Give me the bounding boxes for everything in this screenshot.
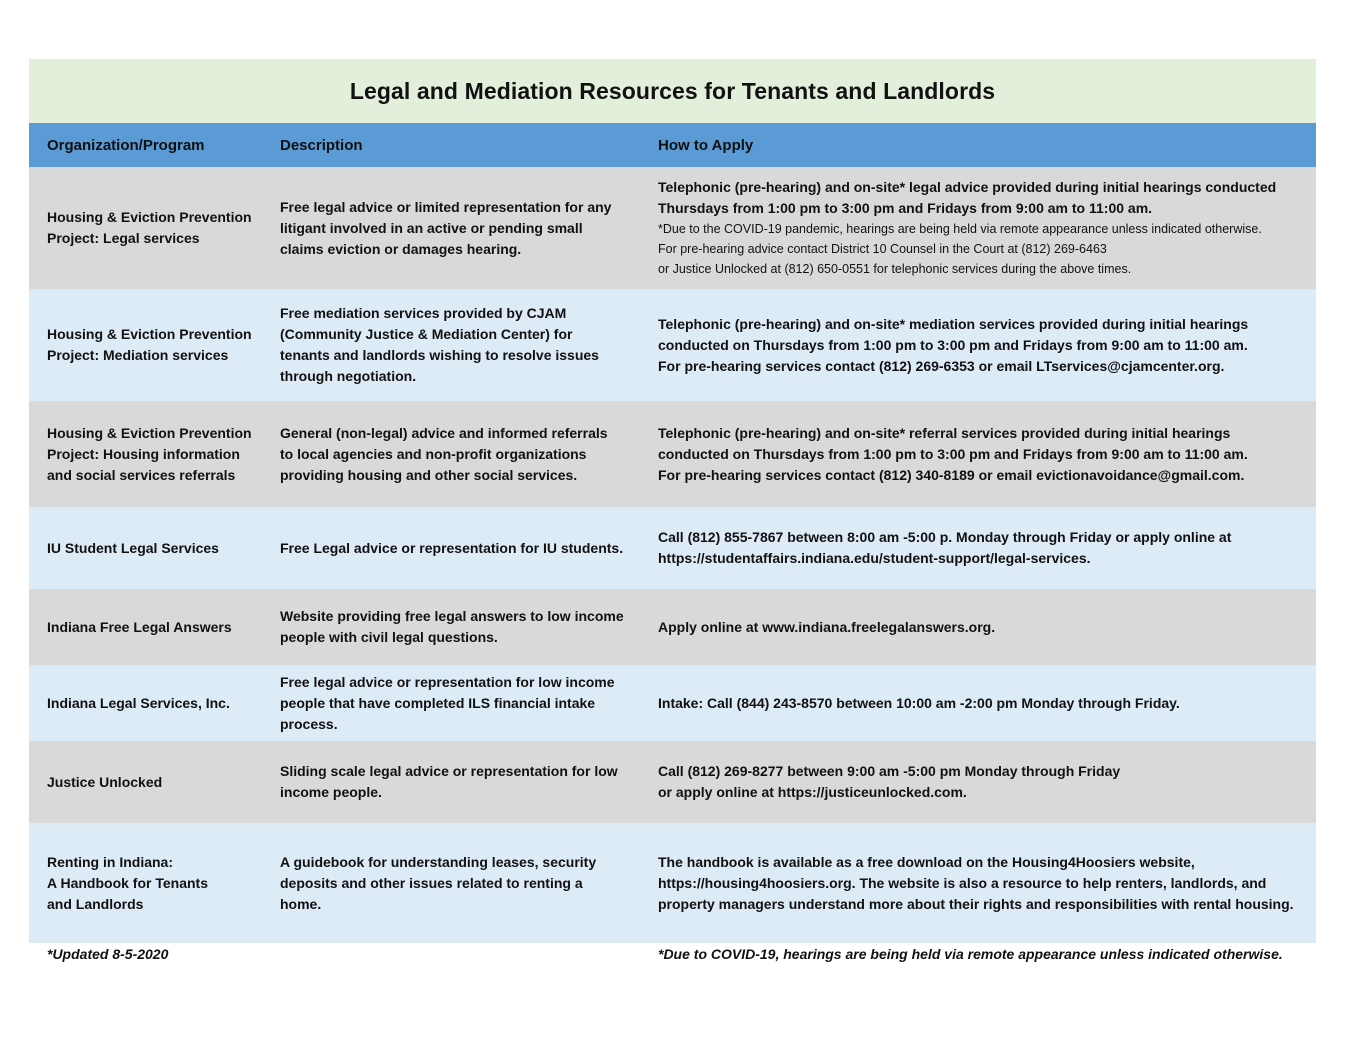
how-to-apply-cell-line: For pre-hearing services contact (812) 269-6353 or email LTservices@cjamcenter.org.	[658, 357, 1225, 374]
description-cell-line: tenants and landlords wishing to resolve issues	[280, 347, 599, 363]
table-row	[29, 823, 1316, 943]
description-cell-line: Website providing free legal answers to low income	[280, 608, 624, 624]
how-to-apply-cell-line: Thursdays from 1:00 pm to 3:00 pm and Fridays from 9:00 am to 11:00 am.	[658, 200, 1153, 216]
how-to-apply-cell-note-line: *Due to the COVID-19 pandemic, hearings are being held via remote appearance unless indicated otherwise.	[658, 222, 1262, 236]
header-description: Description	[280, 136, 363, 154]
organization-cell-line: Justice Unlocked	[47, 773, 163, 790]
resource-table	[29, 59, 1316, 943]
description-cell-line: Free Legal advice or representation for IU students.	[280, 539, 624, 556]
table-row	[29, 167, 1316, 289]
organization-cell-line: Project: Mediation services	[47, 347, 229, 363]
organization-cell-line: and Landlords	[47, 895, 144, 912]
description-cell-line: home.	[280, 895, 322, 912]
table-body	[29, 167, 1316, 943]
description-cell-line: process.	[280, 715, 338, 732]
how-to-apply-cell	[640, 693, 1316, 714]
description-cell-line: Sliding scale legal advice or representation for low	[280, 763, 618, 779]
table-row	[29, 665, 1316, 741]
organization-cell-line: Housing & Eviction Prevention	[47, 326, 252, 342]
table-row	[29, 401, 1316, 507]
organization-cell	[29, 538, 262, 559]
description-cell	[262, 672, 640, 735]
description-cell-line: A guidebook for understanding leases, security	[280, 853, 597, 870]
organization-cell-line: Housing & Eviction Prevention	[47, 424, 252, 441]
how-to-apply-cell	[640, 423, 1316, 486]
description-cell-line: income people.	[280, 784, 382, 800]
description-cell	[262, 606, 640, 648]
table-header	[29, 123, 1316, 167]
description-cell-line: litigant involved in an active or pending small	[280, 219, 583, 236]
how-to-apply-cell-line: Telephonic (pre-hearing) and on-site* mediation services provided during initial hearings	[658, 315, 1249, 332]
how-to-apply-cell-line: https://studentaffairs.indiana.edu/student-support/legal-services.	[658, 550, 1091, 566]
description-cell	[262, 852, 640, 915]
description-cell	[262, 423, 640, 486]
organization-cell-line: Project: Housing information	[47, 445, 240, 462]
organization-cell	[29, 852, 262, 915]
covid-note: *Due to COVID-19, hearings are being held via remote appearance unless indicated otherwise.	[658, 946, 1283, 962]
description-cell-line: claims eviction or damages hearing.	[280, 240, 522, 257]
organization-cell	[29, 324, 262, 366]
organization-cell-line: Project: Legal services	[47, 230, 200, 246]
description-cell-line: deposits and other issues related to renting a	[280, 874, 583, 891]
how-to-apply-cell-line: Intake: Call (844) 243-8570 between 10:00 am -2:00 pm Monday through Friday.	[658, 694, 1180, 711]
organization-cell-line: Indiana Legal Services, Inc.	[47, 694, 230, 711]
updated-note: *Updated 8-5-2020	[47, 946, 169, 962]
organization-cell	[29, 693, 262, 714]
organization-cell-line: Renting in Indiana:	[47, 853, 173, 870]
description-cell-line: (Community Justice & Mediation Center) for	[280, 326, 573, 342]
table-row	[29, 507, 1316, 589]
how-to-apply-cell	[640, 761, 1316, 803]
organization-cell-line: and social services referrals	[47, 466, 236, 483]
how-to-apply-cell-line: https://housing4hoosiers.org. The website is also a resource to help renters, landlords, and	[658, 874, 1267, 891]
page-footer	[29, 946, 1316, 968]
description-cell	[262, 761, 640, 803]
organization-cell	[29, 772, 262, 793]
how-to-apply-cell	[640, 177, 1316, 279]
how-to-apply-cell-line: Apply online at www.indiana.freelegalanswers.org.	[658, 618, 996, 635]
how-to-apply-cell-line: Call (812) 855-7867 between 8:00 am -5:00 p. Monday through Friday or apply online at	[658, 529, 1232, 545]
description-cell	[262, 197, 640, 260]
description-cell	[262, 538, 640, 559]
description-cell-line: Free legal advice or limited representation for any	[280, 198, 612, 215]
table-row	[29, 289, 1316, 401]
how-to-apply-cell-note-line: or Justice Unlocked at (812) 650-0551 for telephonic services during the above times.	[658, 262, 1132, 276]
organization-cell	[29, 207, 262, 249]
table-row	[29, 589, 1316, 665]
organization-cell	[29, 423, 262, 486]
description-cell-line: people that have completed ILS financial intake	[280, 694, 596, 711]
how-to-apply-cell-line: The handbook is available as a free download on the Housing4Hoosiers website,	[658, 853, 1195, 870]
header-organization: Organization/Program	[47, 136, 205, 154]
how-to-apply-cell-line: conducted on Thursdays from 1:00 pm to 3:00 pm and Fridays from 9:00 am to 11:00 am.	[658, 445, 1248, 462]
organization-cell	[29, 617, 262, 638]
how-to-apply-cell	[640, 527, 1316, 569]
how-to-apply-cell-line: For pre-hearing services contact (812) 340-8189 or email evictionavoidance@gmail.com.	[658, 466, 1245, 483]
description-cell	[262, 303, 640, 387]
organization-cell-line: Indiana Free Legal Answers	[47, 618, 232, 635]
how-to-apply-cell	[640, 314, 1316, 377]
how-to-apply-cell-line: Telephonic (pre-hearing) and on-site* referral services provided during initial hearings	[658, 424, 1231, 441]
how-to-apply-cell-line: property managers understand more about their rights and responsibilities with rental housing.	[658, 895, 1294, 912]
how-to-apply-cell-line: Telephonic (pre-hearing) and on-site* legal advice provided during initial hearings conducted	[658, 179, 1277, 195]
how-to-apply-cell-line: conducted on Thursdays from 1:00 pm to 3:00 pm and Fridays from 9:00 am to 11:00 am.	[658, 336, 1248, 353]
organization-cell-line: A Handbook for Tenants	[47, 874, 208, 891]
description-cell-line: Free legal advice or representation for low income	[280, 673, 615, 690]
page-title: Legal and Mediation Resources for Tenants and Landlords	[29, 59, 1316, 123]
how-to-apply-cell	[640, 852, 1316, 915]
description-cell-line: to local agencies and non-profit organizations	[280, 445, 587, 462]
how-to-apply-cell-note-line: For pre-hearing advice contact District 10 Counsel in the Court at (812) 269-6463	[658, 242, 1107, 256]
organization-cell-line: IU Student Legal Services	[47, 539, 219, 556]
table-row	[29, 741, 1316, 823]
how-to-apply-cell-line: or apply online at https://justiceunlocked.com.	[658, 784, 967, 800]
description-cell-line: people with civil legal questions.	[280, 629, 498, 645]
how-to-apply-cell	[640, 617, 1316, 638]
description-cell-line: through negotiation.	[280, 368, 417, 384]
how-to-apply-cell-line: Call (812) 269-8277 between 9:00 am -5:00 pm Monday through Friday	[658, 763, 1121, 779]
organization-cell-line: Housing & Eviction Prevention	[47, 209, 252, 225]
description-cell-line: Free mediation services provided by CJAM	[280, 305, 567, 321]
description-cell-line: providing housing and other social services.	[280, 466, 578, 483]
description-cell-line: General (non-legal) advice and informed referrals	[280, 424, 608, 441]
header-how-to-apply: How to Apply	[658, 136, 754, 154]
